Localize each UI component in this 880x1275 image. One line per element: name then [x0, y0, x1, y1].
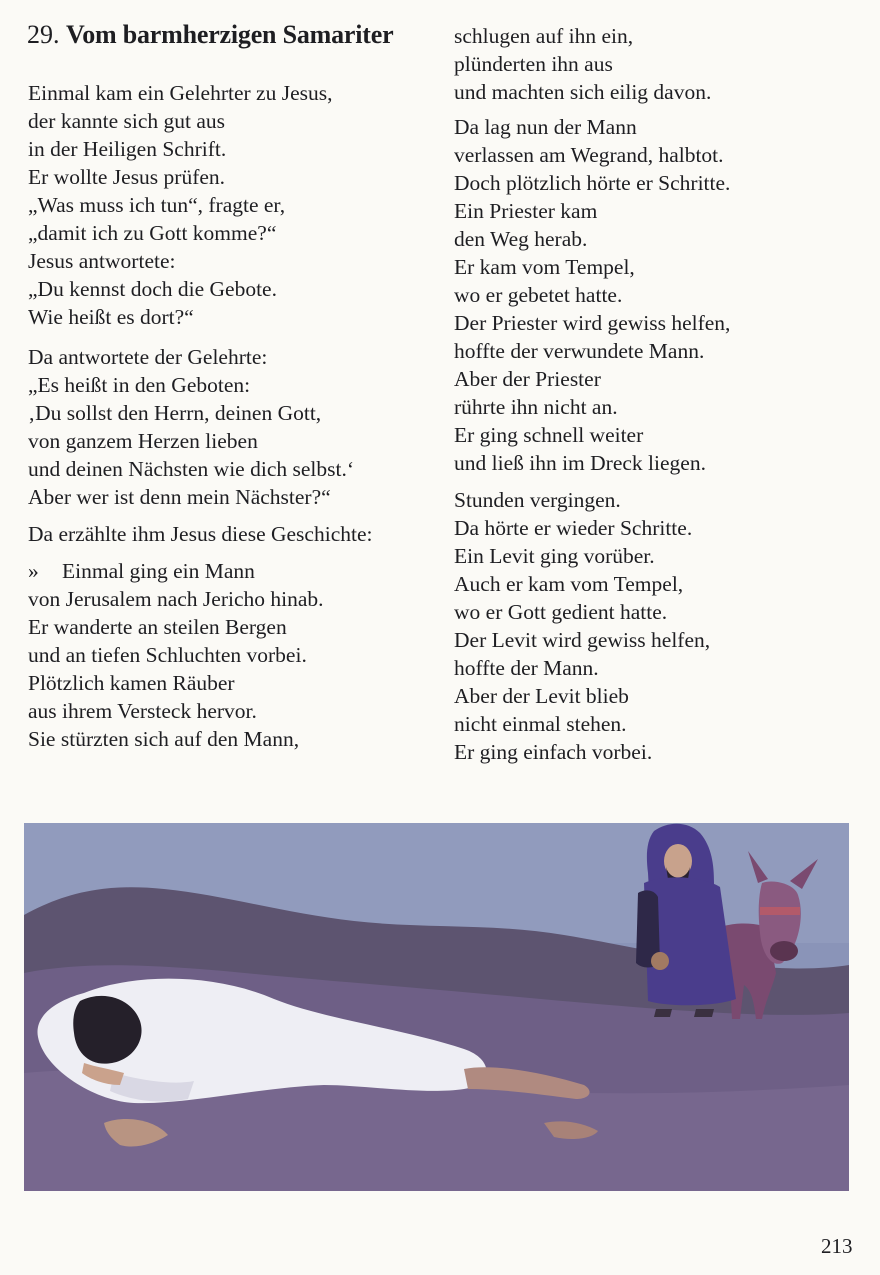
text-line: Da erzählte ihm Jesus diese Geschichte: — [28, 522, 373, 546]
paragraph — [454, 113, 730, 477]
text-line — [28, 557, 372, 585]
text-line: Sie stürzten sich auf den Mann, — [28, 727, 300, 751]
page-number: 213 — [821, 1234, 853, 1258]
text-line: und an tiefen Schluchten vorbei. — [28, 643, 307, 667]
text-line: verlassen am Wegrand, halbtot. — [454, 143, 724, 167]
text-line: Aber der Levit blieb — [454, 684, 629, 708]
text-line: Er ging schnell weiter — [454, 423, 644, 447]
chapter-number: 29. — [27, 20, 60, 49]
quote-marker: » — [28, 559, 39, 583]
donkey-muzzle — [770, 941, 798, 961]
chapter-heading — [27, 19, 393, 51]
text-line: wo er gebetet hatte. — [454, 283, 623, 307]
text-line: wo er Gott gedient hatte. — [454, 600, 668, 624]
text-line: Er ging einfach vorbei. — [454, 740, 653, 764]
right-text-column — [454, 22, 730, 766]
text-line: Doch plötzlich hörte er Schritte. — [454, 171, 731, 195]
text-line: Er wollte Jesus prüfen. — [28, 165, 226, 189]
text-line: Jesus antwortete: — [28, 249, 176, 273]
text-line: in der Heiligen Schrift. — [28, 137, 227, 161]
text-line: Da lag nun der Mann — [454, 115, 637, 139]
donkey-bridle — [760, 907, 800, 915]
text-line: Da antwortete der Gelehrte: — [28, 345, 268, 369]
text-line: nicht einmal stehen. — [454, 712, 627, 736]
text-line: Der Levit wird gewiss helfen, — [454, 628, 711, 652]
text-line: und deinen Nächsten wie dich selbst.‘ — [28, 457, 354, 481]
paragraph — [28, 79, 372, 331]
text-line: Stunden vergingen. — [454, 488, 621, 512]
text-line: Er kam vom Tempel, — [454, 255, 635, 279]
paragraph — [28, 520, 372, 548]
text-line: Aber wer ist denn mein Nächster?“ — [28, 485, 331, 509]
text-line: Ein Levit ging vorüber. — [454, 544, 655, 568]
left-text-column — [28, 79, 372, 753]
story-paragraph — [28, 557, 372, 753]
painting — [24, 823, 849, 1191]
text-line: Der Priester wird gewiss helfen, — [454, 311, 731, 335]
text-line: „Was muss ich tun“, fragte er, — [28, 193, 286, 217]
text-line: Da hörte er wieder Schritte. — [454, 516, 693, 540]
text-line: „damit ich zu Gott komme?“ — [28, 221, 277, 245]
text-line: „Du kennst doch die Gebote. — [28, 277, 277, 301]
text-line: der kannte sich gut aus — [28, 109, 226, 133]
text-line: Plötzlich kamen Räuber — [28, 671, 235, 695]
paragraph — [28, 343, 372, 511]
text-line: schlugen auf ihn ein, — [454, 24, 634, 48]
foot — [654, 1009, 672, 1017]
samaritan-illustration — [24, 823, 849, 1191]
story-first-line: Einmal ging ein Mann — [62, 559, 255, 583]
text-line: Er wanderte an steilen Bergen — [28, 615, 287, 639]
hand — [651, 952, 669, 970]
text-line: „Es heißt in den Geboten: — [28, 373, 251, 397]
text-line: den Weg herab. — [454, 227, 588, 251]
text-line: ‚Du sollst den Herrn, deinen Gott, — [28, 401, 322, 425]
text-line: und machten sich eilig davon. — [454, 80, 712, 104]
text-line: Ein Priester kam — [454, 199, 598, 223]
paragraph — [454, 22, 730, 106]
text-line: von ganzem Herzen lieben — [28, 429, 258, 453]
paragraph — [454, 486, 730, 766]
text-line: plünderten ihn aus — [454, 52, 613, 76]
text-line: hoffte der verwundete Mann. — [454, 339, 705, 363]
text-line: Aber der Priester — [454, 367, 601, 391]
text-line: rührte ihn nicht an. — [454, 395, 618, 419]
text-line: von Jerusalem nach Jericho hinab. — [28, 587, 324, 611]
text-line: hoffte der Mann. — [454, 656, 599, 680]
foot — [694, 1009, 714, 1017]
chapter-title: Vom barmherzigen Samariter — [66, 20, 394, 49]
text-line: Wie heißt es dort?“ — [28, 305, 194, 329]
text-line: aus ihrem Versteck hervor. — [28, 699, 257, 723]
text-line: und ließ ihn im Dreck liegen. — [454, 451, 706, 475]
text-line: Auch er kam vom Tempel, — [454, 572, 684, 596]
text-line: Einmal kam ein Gelehrter zu Jesus, — [28, 81, 333, 105]
